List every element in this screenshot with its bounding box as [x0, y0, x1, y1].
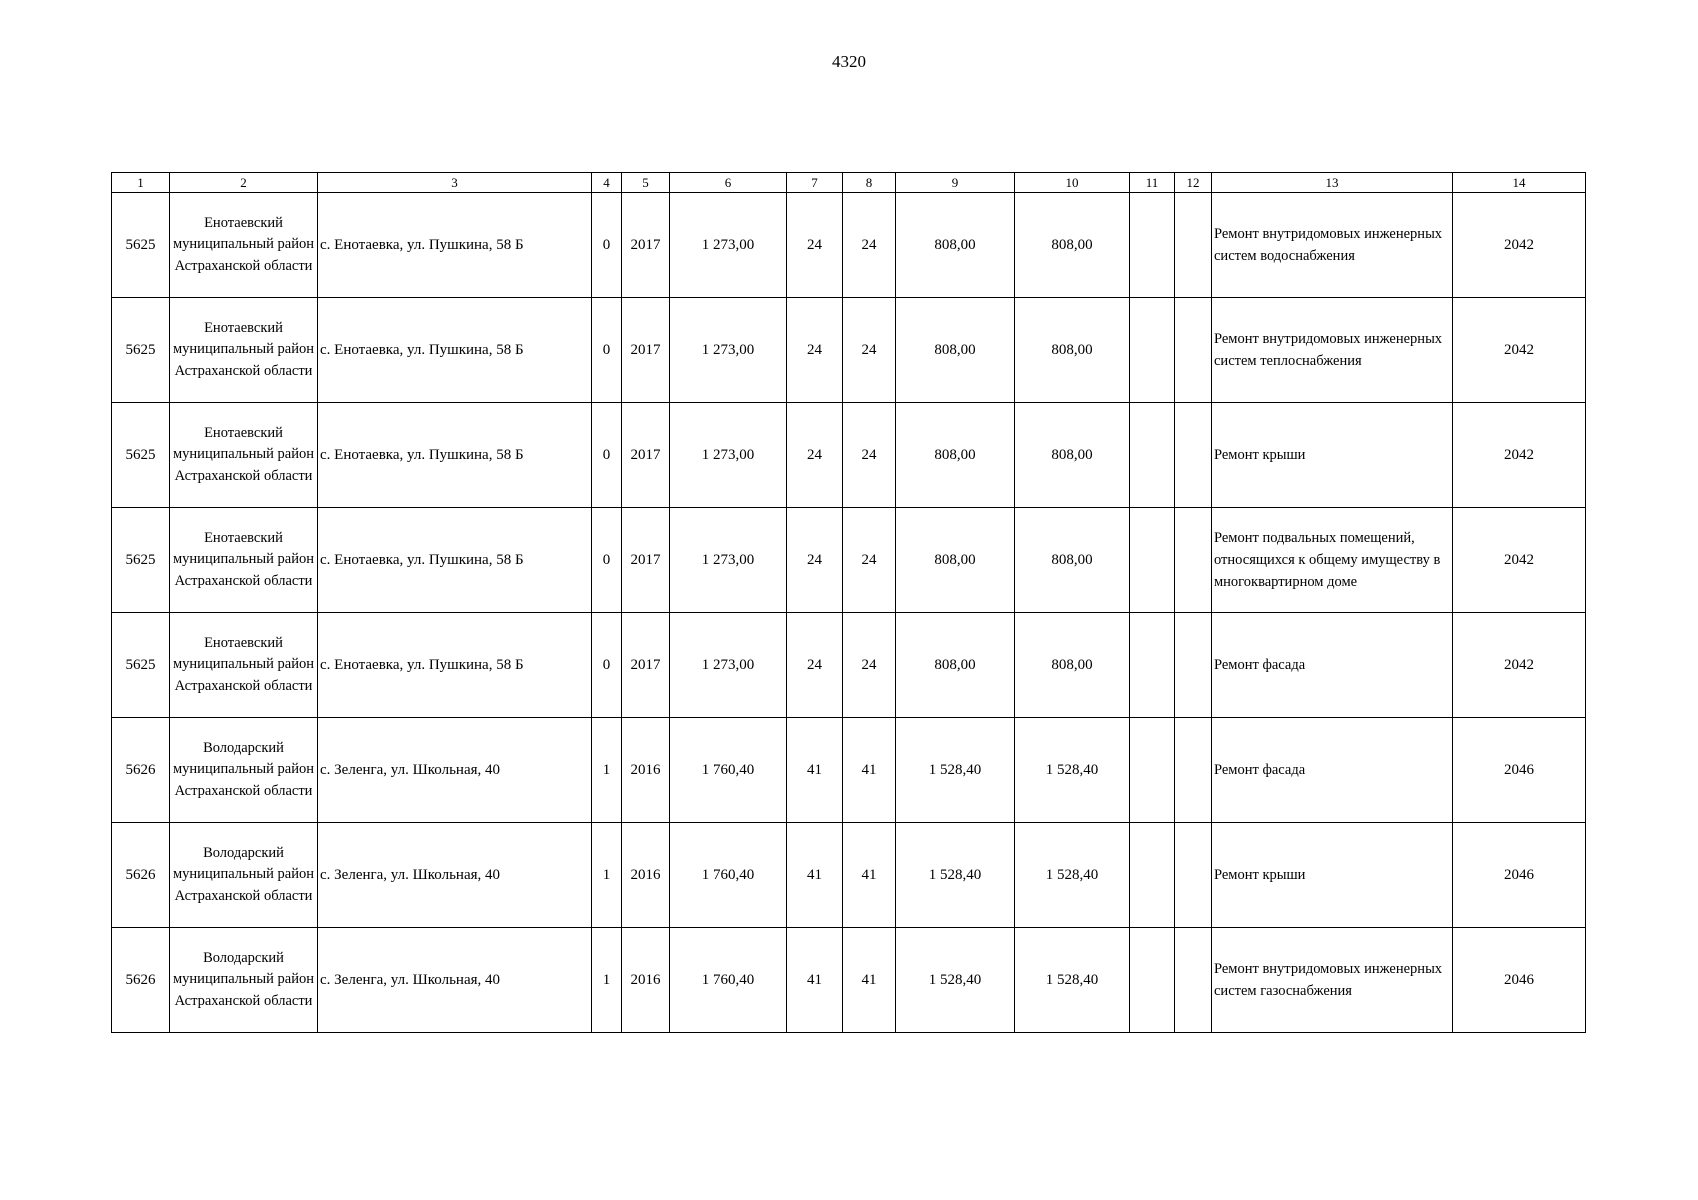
column-number-14: 14	[1453, 173, 1586, 193]
cell-total-area: 1 273,00	[670, 403, 787, 508]
table-row	[112, 823, 1586, 928]
table-row	[112, 298, 1586, 403]
cell-year: 2017	[622, 193, 670, 298]
cell-district: Володарский муниципальный район Астраханской области	[170, 928, 318, 1033]
cell-col-4-value: 0	[592, 613, 622, 718]
cell-year: 2017	[622, 508, 670, 613]
cell-work-type: Ремонт крыши	[1212, 403, 1453, 508]
cell-planned-year: 2042	[1453, 508, 1586, 613]
cell-col-11-value	[1130, 613, 1175, 718]
cell-district: Енотаевский муниципальный район Астраханской области	[170, 193, 318, 298]
cell-record-id: 5625	[112, 298, 170, 403]
cell-col-10-value: 1 528,40	[1015, 718, 1130, 823]
cell-col-9-value: 1 528,40	[896, 718, 1015, 823]
cell-col-7-value: 24	[787, 508, 843, 613]
cell-col-7-value: 24	[787, 193, 843, 298]
column-number-3: 3	[318, 173, 592, 193]
cell-col-11-value	[1130, 508, 1175, 613]
cell-record-id: 5626	[112, 718, 170, 823]
cell-col-7-value: 41	[787, 928, 843, 1033]
cell-col-10-value: 1 528,40	[1015, 928, 1130, 1033]
cell-year: 2016	[622, 718, 670, 823]
cell-col-12-value	[1175, 403, 1212, 508]
cell-col-8-value: 41	[843, 718, 896, 823]
cell-col-8-value: 24	[843, 403, 896, 508]
cell-col-11-value	[1130, 403, 1175, 508]
cell-address: с. Енотаевка, ул. Пушкина, 58 Б	[318, 298, 592, 403]
column-number-11: 11	[1130, 173, 1175, 193]
cell-col-11-value	[1130, 298, 1175, 403]
cell-total-area: 1 273,00	[670, 508, 787, 613]
cell-col-7-value: 41	[787, 823, 843, 928]
table-row	[112, 508, 1586, 613]
cell-col-11-value	[1130, 193, 1175, 298]
cell-work-type: Ремонт крыши	[1212, 823, 1453, 928]
cell-address: с. Зеленга, ул. Школьная, 40	[318, 718, 592, 823]
cell-record-id: 5626	[112, 823, 170, 928]
cell-district: Енотаевский муниципальный район Астраханской области	[170, 508, 318, 613]
cell-col-12-value	[1175, 823, 1212, 928]
cell-col-10-value: 1 528,40	[1015, 823, 1130, 928]
cell-col-9-value: 808,00	[896, 403, 1015, 508]
cell-col-7-value: 24	[787, 298, 843, 403]
cell-col-4-value: 1	[592, 928, 622, 1033]
cell-work-type: Ремонт внутридомовых инженерных систем теплоснабжения	[1212, 298, 1453, 403]
cell-district: Володарский муниципальный район Астраханской области	[170, 823, 318, 928]
cell-district: Володарский муниципальный район Астраханской области	[170, 718, 318, 823]
cell-col-9-value: 1 528,40	[896, 928, 1015, 1033]
cell-planned-year: 2046	[1453, 718, 1586, 823]
cell-col-4-value: 0	[592, 508, 622, 613]
cell-col-7-value: 41	[787, 718, 843, 823]
column-number-5: 5	[622, 173, 670, 193]
cell-col-7-value: 24	[787, 613, 843, 718]
table-row	[112, 718, 1586, 823]
table-row	[112, 403, 1586, 508]
cell-total-area: 1 760,40	[670, 823, 787, 928]
cell-address: с. Енотаевка, ул. Пушкина, 58 Б	[318, 193, 592, 298]
cell-year: 2016	[622, 823, 670, 928]
cell-year: 2017	[622, 298, 670, 403]
cell-record-id: 5625	[112, 613, 170, 718]
cell-col-11-value	[1130, 823, 1175, 928]
column-number-7: 7	[787, 173, 843, 193]
cell-district: Енотаевский муниципальный район Астраханской области	[170, 298, 318, 403]
cell-col-11-value	[1130, 928, 1175, 1033]
cell-col-10-value: 808,00	[1015, 403, 1130, 508]
cell-col-4-value: 0	[592, 298, 622, 403]
cell-total-area: 1 760,40	[670, 928, 787, 1033]
cell-total-area: 1 273,00	[670, 298, 787, 403]
cell-col-8-value: 41	[843, 928, 896, 1033]
cell-col-10-value: 808,00	[1015, 613, 1130, 718]
cell-col-8-value: 41	[843, 823, 896, 928]
cell-record-id: 5625	[112, 508, 170, 613]
cell-col-4-value: 0	[592, 403, 622, 508]
cell-col-8-value: 24	[843, 193, 896, 298]
cell-col-8-value: 24	[843, 508, 896, 613]
table-row	[112, 928, 1586, 1033]
cell-record-id: 5625	[112, 403, 170, 508]
cell-address: с. Енотаевка, ул. Пушкина, 58 Б	[318, 613, 592, 718]
cell-col-12-value	[1175, 928, 1212, 1033]
cell-col-4-value: 0	[592, 193, 622, 298]
cell-planned-year: 2042	[1453, 613, 1586, 718]
cell-col-9-value: 808,00	[896, 508, 1015, 613]
column-number-row	[112, 173, 1586, 193]
column-number-2: 2	[170, 173, 318, 193]
cell-record-id: 5625	[112, 193, 170, 298]
page-number: 4320	[832, 52, 866, 71]
cell-col-4-value: 1	[592, 823, 622, 928]
cell-col-10-value: 808,00	[1015, 508, 1130, 613]
cell-col-10-value: 808,00	[1015, 298, 1130, 403]
cell-col-8-value: 24	[843, 613, 896, 718]
cell-col-12-value	[1175, 508, 1212, 613]
table-header	[112, 173, 1586, 193]
column-number-1: 1	[112, 173, 170, 193]
table-row	[112, 613, 1586, 718]
cell-planned-year: 2046	[1453, 823, 1586, 928]
cell-work-type: Ремонт подвальных помещений, относящихся к общему имуществу в многоквартирном доме	[1212, 508, 1453, 613]
cell-col-9-value: 808,00	[896, 298, 1015, 403]
column-number-13: 13	[1212, 173, 1453, 193]
cell-col-9-value: 808,00	[896, 613, 1015, 718]
cell-total-area: 1 273,00	[670, 613, 787, 718]
cell-address: с. Енотаевка, ул. Пушкина, 58 Б	[318, 403, 592, 508]
column-number-4: 4	[592, 173, 622, 193]
cell-planned-year: 2046	[1453, 928, 1586, 1033]
column-number-12: 12	[1175, 173, 1212, 193]
cell-planned-year: 2042	[1453, 193, 1586, 298]
cell-total-area: 1 273,00	[670, 193, 787, 298]
column-number-6: 6	[670, 173, 787, 193]
cell-col-12-value	[1175, 613, 1212, 718]
cell-col-4-value: 1	[592, 718, 622, 823]
cell-col-9-value: 1 528,40	[896, 823, 1015, 928]
column-number-9: 9	[896, 173, 1015, 193]
cell-total-area: 1 760,40	[670, 718, 787, 823]
cell-col-9-value: 808,00	[896, 193, 1015, 298]
cell-col-8-value: 24	[843, 298, 896, 403]
cell-district: Енотаевский муниципальный район Астраханской области	[170, 613, 318, 718]
capital-repair-table	[111, 172, 1586, 1033]
cell-col-11-value	[1130, 718, 1175, 823]
cell-work-type: Ремонт фасада	[1212, 718, 1453, 823]
cell-year: 2017	[622, 613, 670, 718]
cell-planned-year: 2042	[1453, 403, 1586, 508]
cell-record-id: 5626	[112, 928, 170, 1033]
cell-address: с. Енотаевка, ул. Пушкина, 58 Б	[318, 508, 592, 613]
cell-col-12-value	[1175, 193, 1212, 298]
cell-col-12-value	[1175, 298, 1212, 403]
table-row	[112, 193, 1586, 298]
column-number-8: 8	[843, 173, 896, 193]
table-body	[112, 193, 1586, 1033]
cell-year: 2016	[622, 928, 670, 1033]
cell-planned-year: 2042	[1453, 298, 1586, 403]
cell-work-type: Ремонт внутридомовых инженерных систем водоснабжения	[1212, 193, 1453, 298]
cell-work-type: Ремонт внутридомовых инженерных систем газоснабжения	[1212, 928, 1453, 1033]
cell-col-10-value: 808,00	[1015, 193, 1130, 298]
cell-work-type: Ремонт фасада	[1212, 613, 1453, 718]
cell-year: 2017	[622, 403, 670, 508]
cell-address: с. Зеленга, ул. Школьная, 40	[318, 823, 592, 928]
cell-col-12-value	[1175, 718, 1212, 823]
cell-address: с. Зеленга, ул. Школьная, 40	[318, 928, 592, 1033]
cell-col-7-value: 24	[787, 403, 843, 508]
column-number-10: 10	[1015, 173, 1130, 193]
cell-district: Енотаевский муниципальный район Астраханской области	[170, 403, 318, 508]
